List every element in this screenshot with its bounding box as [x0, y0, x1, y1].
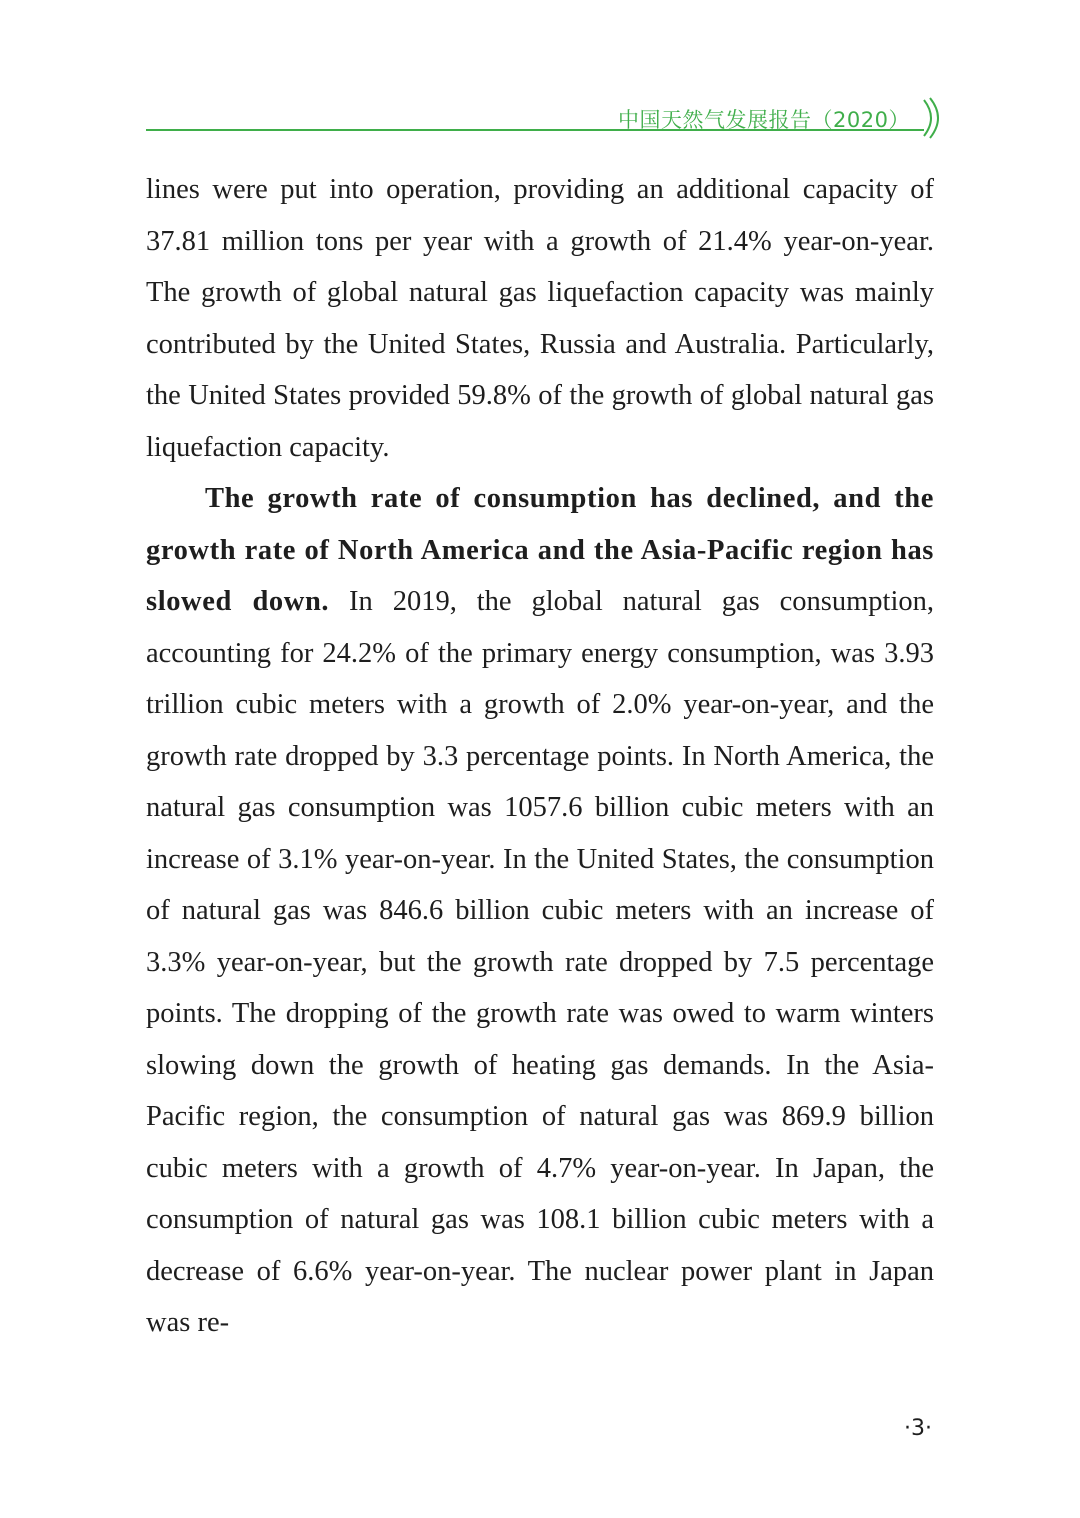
header-rule	[146, 129, 924, 131]
paragraph-liquefaction: lines were put into operation, providing an additional capacity of 37.81 million tons per year with a growth of 21.4% year-on-year. The growth of global natural gas liquefaction capacity was mainly contributed by the United States, Russia and Australia. Particularly, the United States provided 59.8% of the growth of global natural gas liquefaction capacity.	[146, 174, 934, 463]
header-bracket-ornament	[922, 96, 946, 140]
paragraph-consumption	[146, 473, 934, 1349]
page-number: ·3·	[904, 1416, 932, 1441]
paragraph-consumption-body: In 2019, the global natural gas consumption, accounting for 24.2% of the primary energy consumption, was 3.93 trillion cubic meters with a growth of 2.0% year-on-year, and the growth rate dropped by 3.3 percentage points. In North America, the natural gas consumption was 1057.6 billion cubic meters with an increase of 3.1% year-on-year. In the United States, the consumption of natural gas was 846.6 billion cubic meters with an increase of 3.3% year-on-year, but the growth rate dropped by 7.5 percentage points. The dropping of the growth rate was owed to warm winters slowing down the growth of heating gas demands. In the Asia-Pacific region, the consumption of natural gas was 869.9 billion cubic meters with a growth of 4.7% year-on-year. In Japan, the consumption of natural gas was 108.1 billion cubic meters with a decrease of 6.6% year-on-year. The nuclear power plant in Japan was re-	[146, 586, 934, 1338]
body-text	[146, 164, 934, 1349]
paragraph-lead-heading: The growth rate of consumption has declined, and the growth rate of North America and the Asia-Pacific region has slowed down.	[146, 483, 934, 617]
running-header	[146, 96, 946, 140]
running-title: 中国天然气发展报告（2020）	[618, 108, 910, 132]
